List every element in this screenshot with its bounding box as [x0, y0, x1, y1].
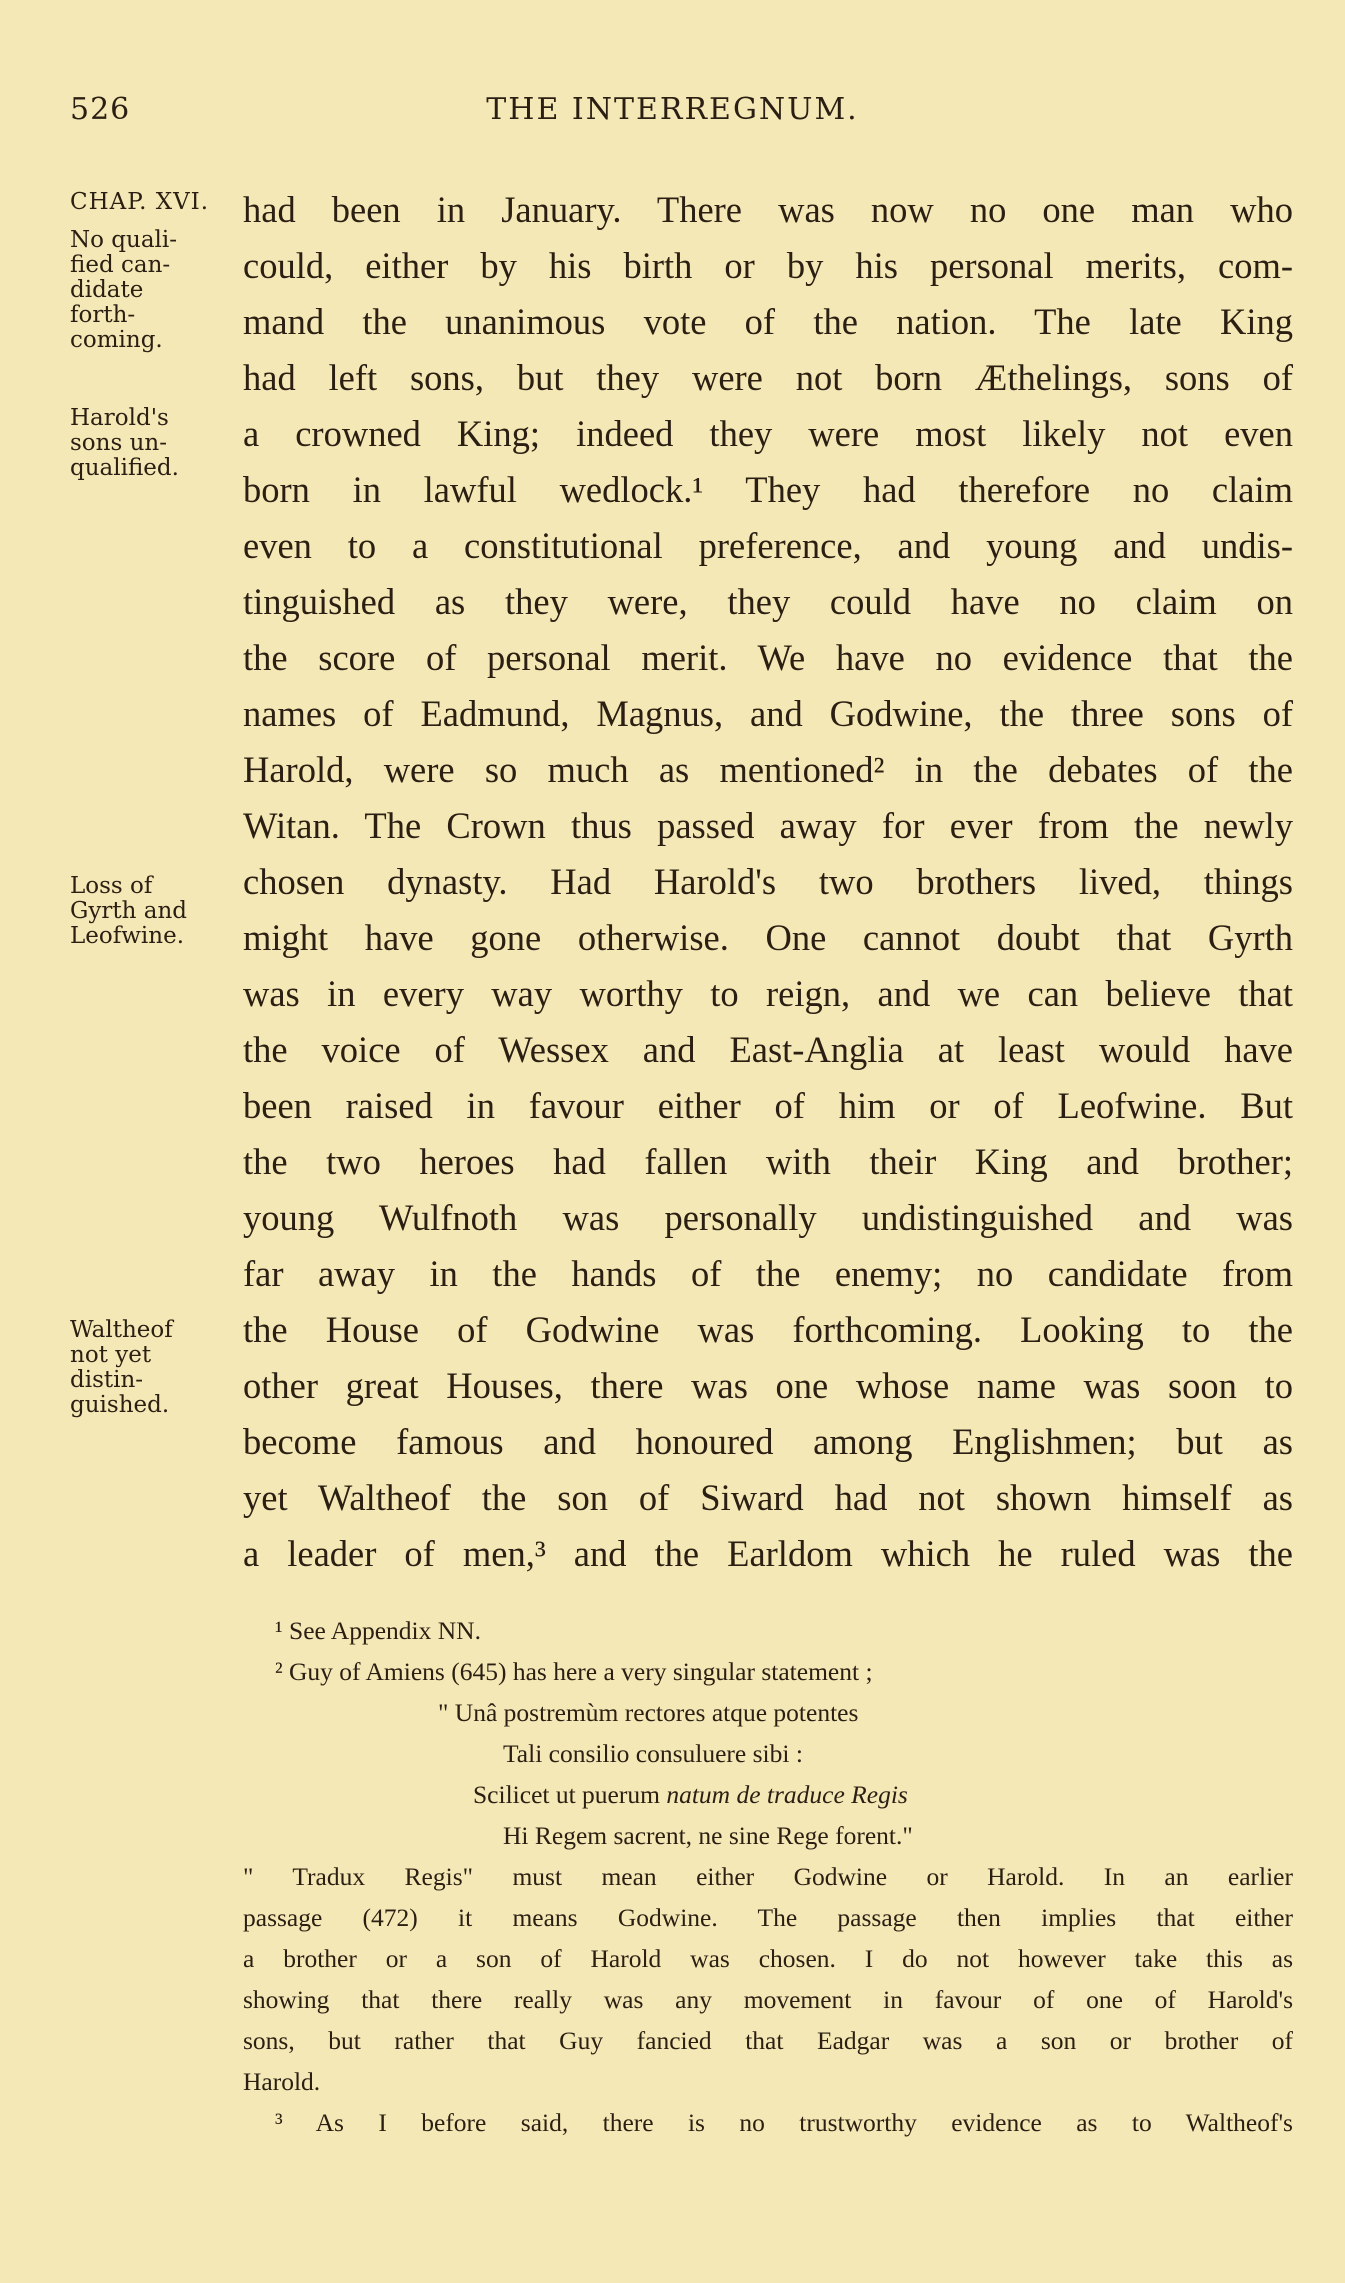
text-line: a leader of men,³ and the Earldom which he ruled was the	[243, 1533, 1293, 1574]
text-line: yet Waltheof the son of Siward had not shown himself as	[243, 1477, 1293, 1518]
footnote-2-comment-line: a brother or a son of Harold was chosen. I do not however take this as	[243, 1944, 1293, 1973]
text-line: had left sons, but they were not born Æthelings, sons of	[243, 357, 1293, 398]
text-line: young Wulfnoth was personally undistinguished and was	[243, 1197, 1293, 1238]
text-line: had been in January. There was now no one man who	[243, 189, 1293, 230]
footnote-3: ³ As I before said, there is no trustworthy evidence as to Waltheof's	[275, 2108, 1293, 2137]
page-number: 526	[70, 92, 131, 127]
footnote-2-comment-line: passage (472) it means Godwine. The passage then implies that either	[243, 1903, 1293, 1932]
text-line: born in lawful wedlock.¹ They had therefore no claim	[243, 469, 1293, 510]
margin-note-harolds-sons: Harold's sons un- qualified.	[70, 405, 179, 481]
text-line: mand the unanimous vote of the nation. The late King	[243, 301, 1293, 342]
text-line: other great Houses, there was one whose name was soon to	[243, 1365, 1293, 1406]
verse-text: Scilicet ut puerum	[473, 1780, 667, 1809]
main-text	[243, 182, 1293, 1582]
margin-note-no-candidate: No quali- fied can- didate forth- coming.	[70, 227, 178, 353]
text-line: tinguished as they were, they could have no claim on	[243, 581, 1293, 622]
text-line: was in every way worthy to reign, and we can believe that	[243, 973, 1293, 1014]
text-line: Witan. The Crown thus passed away for ever from the newly	[243, 805, 1293, 846]
text-line: might have gone otherwise. One cannot doubt that Gyrth	[243, 917, 1293, 958]
text-line: a crowned King; indeed they were most likely not even	[243, 413, 1293, 454]
footnote-2-comment-line: sons, but rather that Guy fancied that Eadgar was a son or brother of	[243, 2026, 1293, 2055]
text-line: far away in the hands of the enemy; no candidate from	[243, 1253, 1293, 1294]
verse-italic-text: natum de traduce Regis	[666, 1780, 908, 1809]
text-line: names of Eadmund, Magnus, and Godwine, the three sons of	[243, 693, 1293, 734]
text-line: could, either by his birth or by his personal merits, com-	[243, 245, 1293, 286]
footnote-2-comment-line: showing that there really was any movement in favour of one of Harold's	[243, 1985, 1293, 2014]
footnote-verse-line: " Unâ postremùm rectores atque potentes	[438, 1698, 859, 1727]
text-line: the House of Godwine was forthcoming. Looking to the	[243, 1309, 1293, 1350]
text-line: chosen dynasty. Had Harold's two brothers lived, things	[243, 861, 1293, 902]
text-line: the two heroes had fallen with their King and brother;	[243, 1141, 1293, 1182]
text-line: the voice of Wessex and East-Anglia at least would have	[243, 1029, 1293, 1070]
footnote-2-intro: ² Guy of Amiens (645) has here a very singular statement ;	[275, 1657, 873, 1686]
margin-note-chapter: CHAP. XVI.	[70, 189, 210, 215]
footnote-2-comment-line: Harold.	[243, 2067, 321, 2096]
footnotes	[243, 1610, 1293, 2143]
page-header	[70, 92, 1275, 142]
text-line: become famous and honoured among Englishmen; but as	[243, 1421, 1293, 1462]
margin-note-waltheof: Waltheof not yet distin- guished.	[70, 1317, 173, 1418]
text-line: been raised in favour either of him or of Leofwine. But	[243, 1085, 1293, 1126]
text-line: Harold, were so much as mentioned² in the debates of the	[243, 749, 1293, 790]
footnote-verse-line	[243, 1774, 1293, 1815]
footnote-1: ¹ See Appendix NN.	[275, 1616, 481, 1645]
footnote-verse-line: Hi Regem sacrent, ne sine Rege forent."	[503, 1821, 913, 1850]
footnote-verse-line: Tali consilio consuluere sibi :	[503, 1739, 803, 1768]
footnote-2-comment-line: " Tradux Regis" must mean either Godwine or Harold. In an earlier	[243, 1862, 1293, 1891]
text-line: the score of personal merit. We have no evidence that the	[243, 637, 1293, 678]
text-line: even to a constitutional preference, and young and undis-	[243, 525, 1293, 566]
running-title: THE INTERREGNUM.	[486, 92, 859, 127]
margin-note-loss-gyrth: Loss of Gyrth and Leofwine.	[70, 873, 187, 949]
